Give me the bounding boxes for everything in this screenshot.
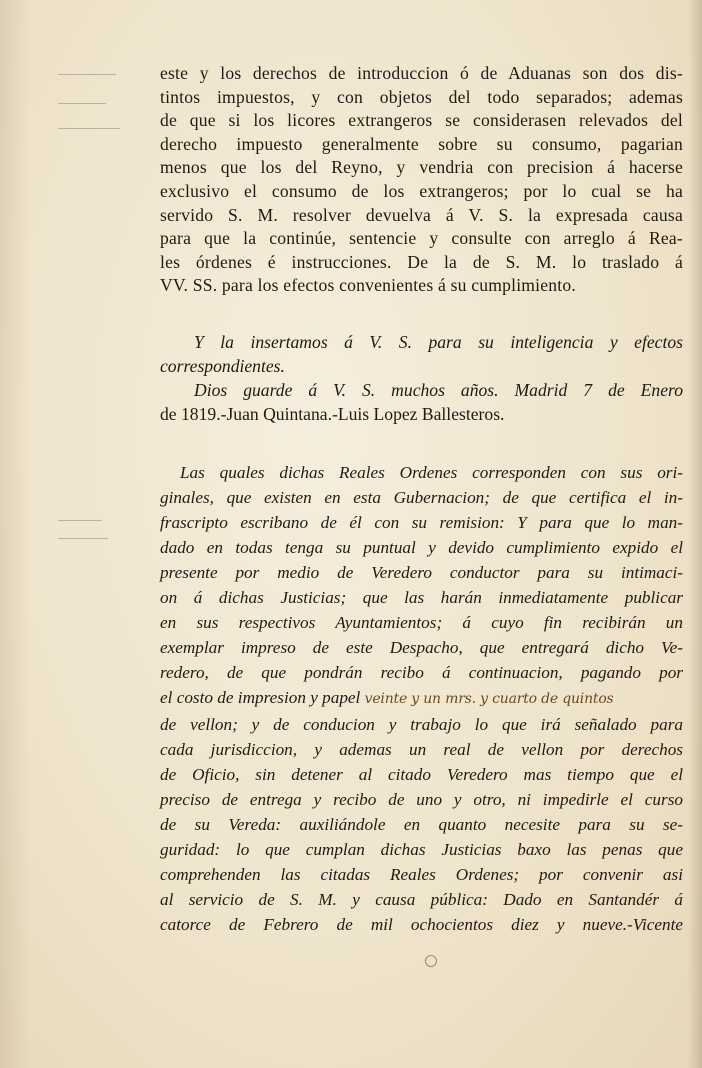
paragraph-certification [160, 460, 683, 937]
text-line-with-handwriting [160, 685, 683, 712]
signature-line: de 1819.-Juan Quintana.-Luis Lopez Ballesteros. [160, 404, 505, 424]
text-line: presente por medio de Veredero conductor para su intimaci- [160, 563, 683, 582]
text-line: preciso de entrega y recibo de uno y otro, ni impedirle el curso [160, 790, 683, 809]
text-line: este y los derechos de introduccion ó de Aduanas son dos dis- [160, 63, 683, 83]
handwritten-annotation: veinte y un mrs. y cuarto de quintos [364, 691, 614, 707]
text-line: para que la continúe, sentencie y consulte con arreglo á Rea- [160, 228, 683, 249]
text-line: cada jurisdiccion, y ademas un real de vellon por derechos [160, 740, 683, 759]
text-line: de vellon; y de conducion y trabajo lo que irá señalado para [160, 715, 683, 734]
text-line: les órdenes é instrucciones. De la de S. M. lo traslado á [160, 251, 683, 272]
text-line: servido S. M. resolver devuelva á V. S. la expresada causa [160, 204, 683, 225]
text-line: comprehenden las citadas Reales Ordenes; por convenir asi [160, 865, 683, 884]
text-line: de que si los licores extrangeros se considerasen relevados del [160, 110, 683, 131]
margin-mark [58, 74, 116, 75]
margin-mark [58, 520, 102, 521]
printed-text: el costo de impresion y papel [160, 688, 361, 707]
bleed-through-mark [425, 955, 437, 967]
text-line: Y la insertamos á V. S. para su inteligencia y efectos [194, 332, 683, 352]
margin-mark [58, 103, 106, 104]
text-line: Dios guarde á V. S. muchos años. Madrid 7 de Enero [194, 380, 683, 400]
paragraph-insertion-and-signature [160, 330, 683, 426]
margin-mark [58, 128, 120, 129]
text-line: catorce de Febrero de mil ochocientos diez y nueve.-Vicente [160, 915, 683, 934]
paragraph-royal-order-text [160, 62, 683, 298]
text-line: menos que los del Reyno, y vendria con precision á hacerse [160, 157, 683, 178]
text-line: dado en todas tenga su puntual y devido cumplimiento expido el [160, 538, 683, 557]
page-edge-right [688, 0, 702, 1068]
text-line: de Oficio, sin detener al citado Veredero mas tiempo que el [160, 765, 683, 784]
text-line: ginales, que existen en esta Gubernacion; de que certifica el in- [160, 488, 683, 507]
text-line: exemplar impreso de este Despacho, que entregará dicho Ve- [160, 638, 683, 657]
text-line: en sus respectivos Ayuntamientos; á cuyo fin recibirán un [160, 613, 683, 632]
text-line: al servicio de S. M. y causa pública: Dado en Santandér á [160, 890, 683, 909]
text-line: derecho impuesto generalmente sobre su consumo, pagarian [160, 133, 683, 154]
text-line: correspondientes. [160, 356, 285, 376]
page-edge-left [0, 0, 30, 1068]
text-line: on á dichas Justicias; que las harán inmediatamente publicar [160, 588, 683, 607]
text-line: frascripto escribano de él con su remision: Y para que lo man- [160, 513, 683, 532]
text-line: redero, de que pondrán recibo á continuacion, pagando por [160, 663, 683, 682]
text-line: tintos impuestos, y con objetos del todo separados; ademas [160, 86, 683, 107]
text-line: guridad: lo que cumplan dichas Justicias baxo las penas que [160, 840, 683, 859]
text-line: VV. SS. para los efectos convenientes á su cumplimiento. [160, 275, 576, 296]
text-line: de su Vereda: auxiliándole en quanto necesite para su se- [160, 815, 683, 834]
text-line: Las quales dichas Reales Ordenes corresponden con sus ori- [180, 463, 683, 482]
text-line: exclusivo el consumo de los extrangeros; por lo cual se ha [160, 180, 683, 201]
margin-mark [58, 538, 108, 539]
